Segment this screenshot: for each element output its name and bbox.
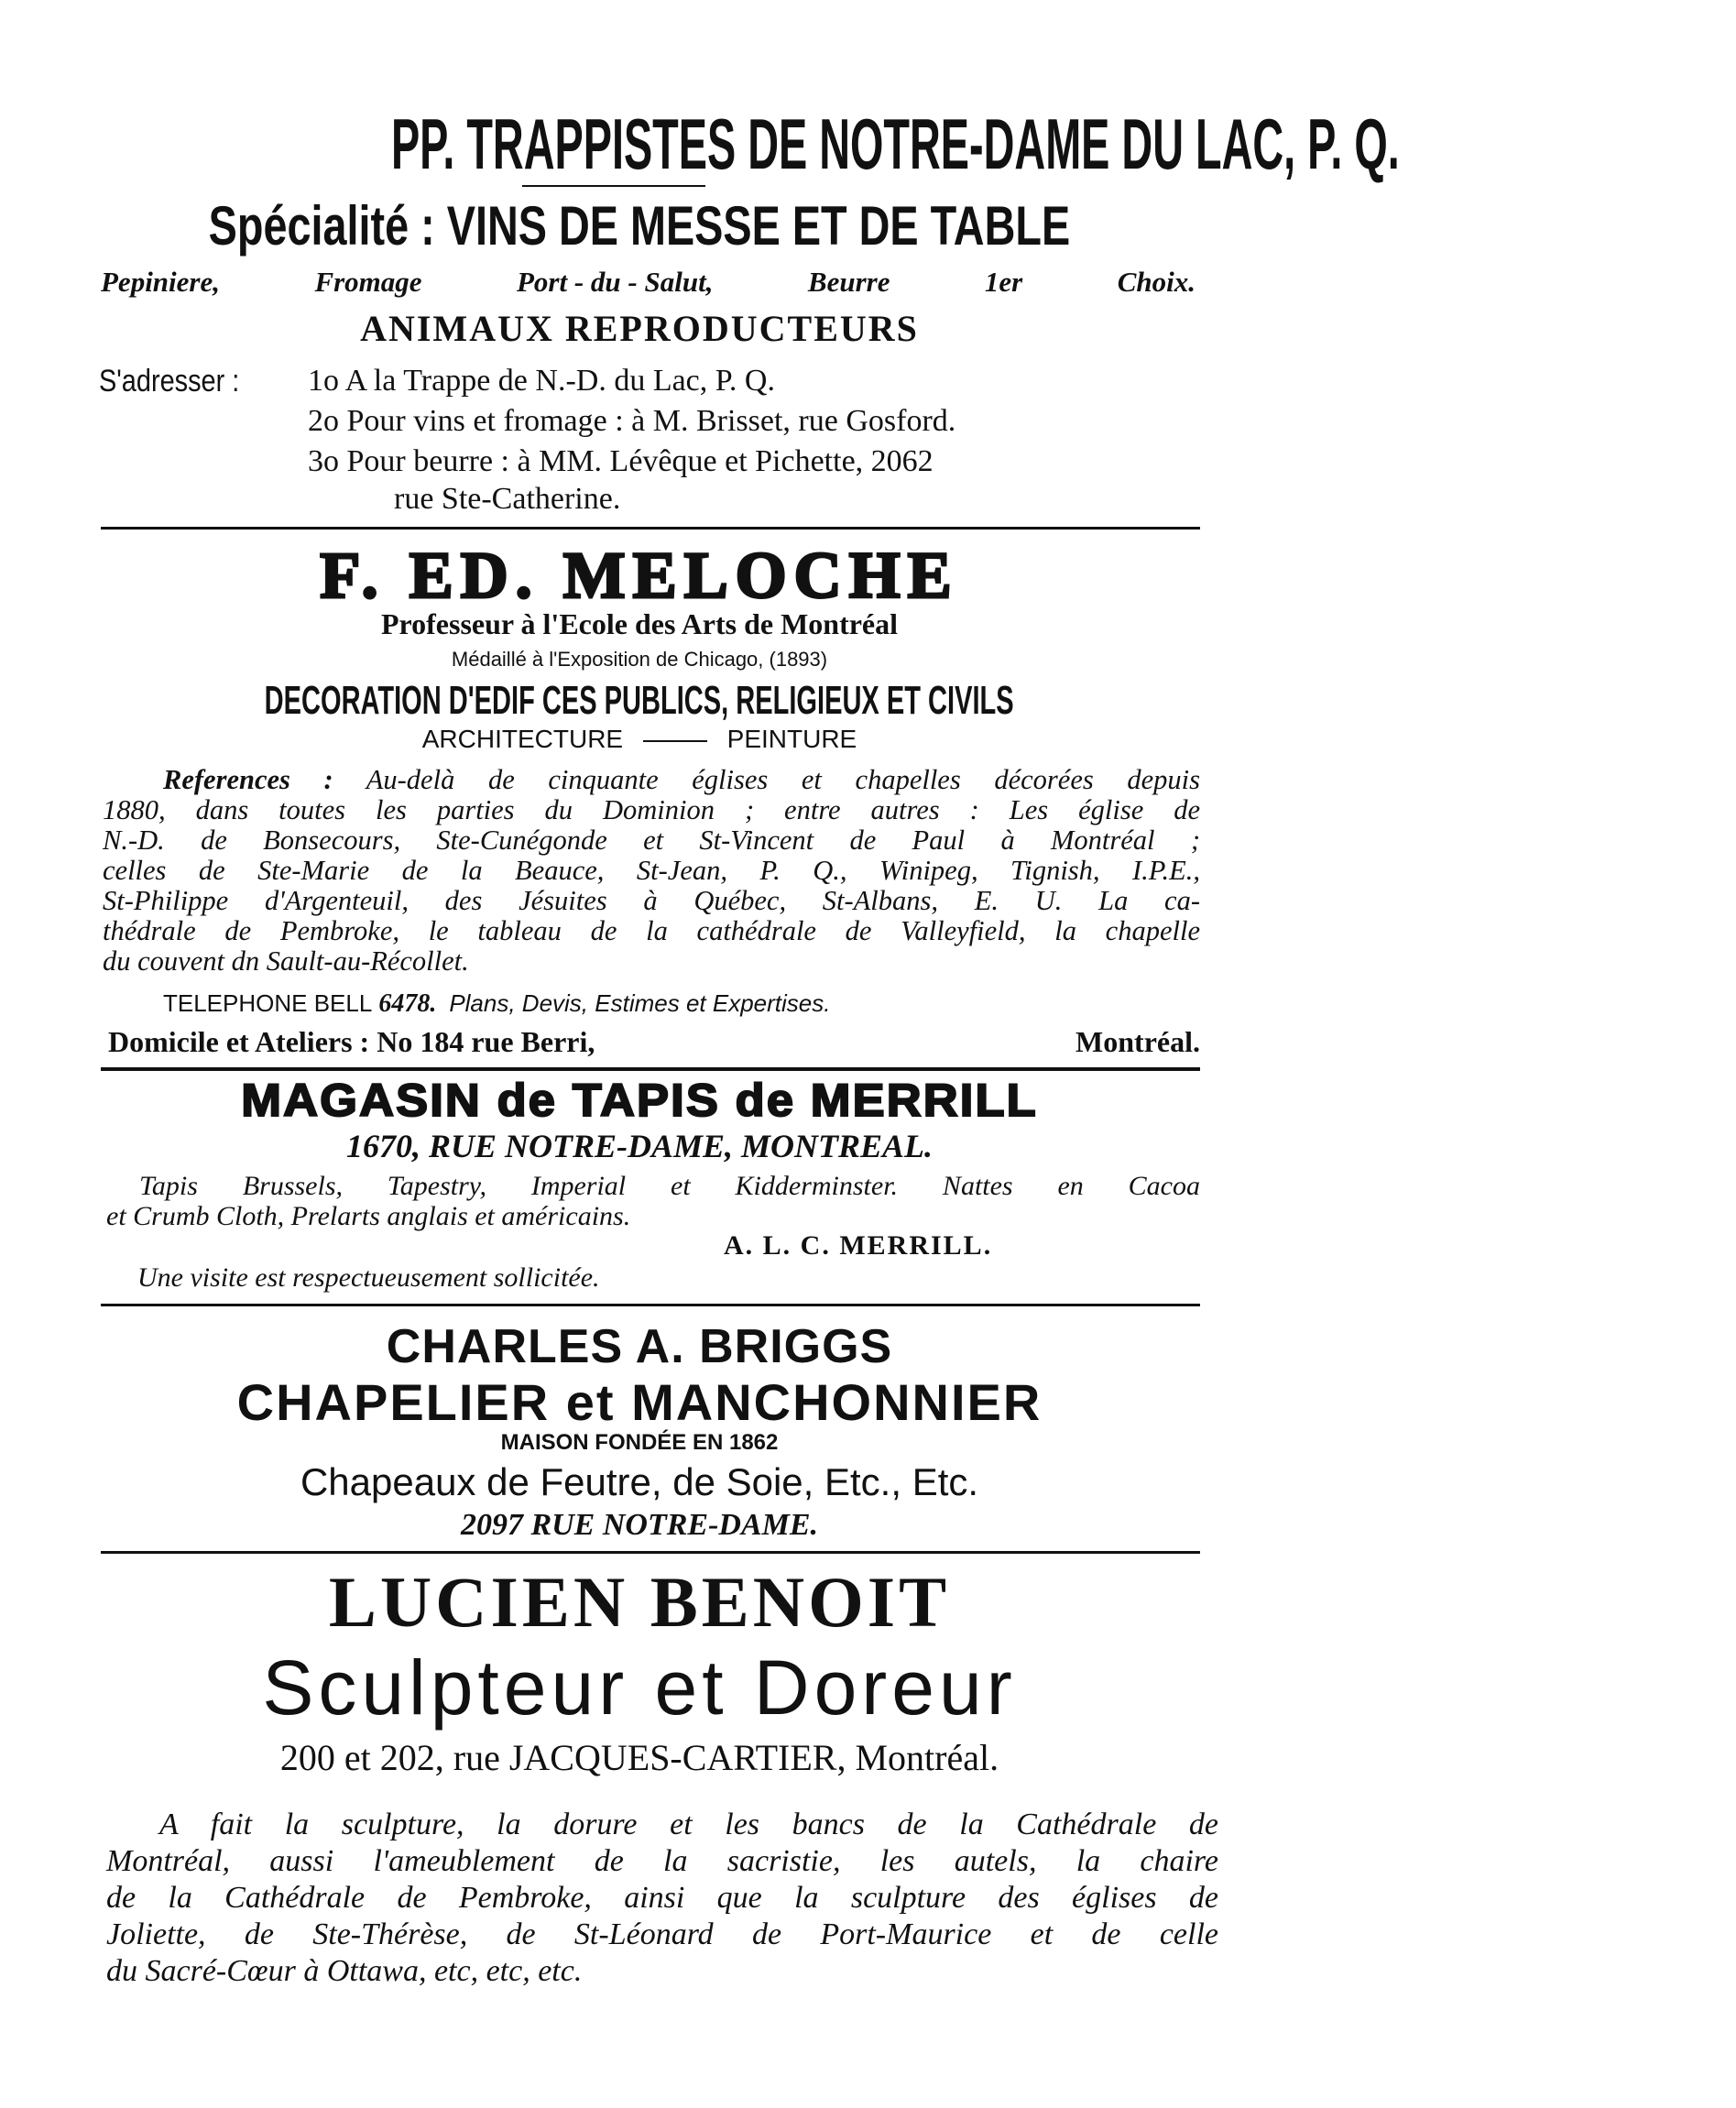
domicile-line: Domicile et Ateliers : No 184 rue Berri, Montréal. (108, 1025, 1200, 1058)
briggs-address: 2097 RUE NOTRE-DAME. (460, 1508, 819, 1542)
benoit-trade: Sculpteur et Doreur (262, 1644, 1017, 1731)
benoit-description (106, 1807, 1218, 1990)
telephone-line: TELEPHONE BELL 6478. Plans, Devis, Estimes et Expertises. (163, 989, 831, 1018)
decoration-line: DECORATION D'EDIF CES PUBLICS, RELIGIEUX ET CIVILS (265, 678, 1014, 723)
description-line: Tapis Brussels, Tapestry, Imperial et Kidderminster. Nattes en Cacoa (139, 1171, 1200, 1201)
divider (101, 1551, 1200, 1554)
merrill-name: MAGASIN de TAPIS de MERRILL (241, 1075, 1038, 1126)
benoit-address: 200 et 202, rue JACQUES-CARTIER, Montréal. (279, 1737, 999, 1778)
reference-line: St-Philippe d'Argenteuil, des Jésuites à Québec, St-Albans, E. U. La ca- (103, 885, 1200, 916)
merrill-description (106, 1171, 1200, 1231)
address-line: 2o Pour vins et fromage : à M. Brisset, rue Gosford. (308, 404, 956, 438)
merrill-address: 1670, RUE NOTRE-DAME, MONTREAL. (345, 1128, 934, 1164)
reference-line: 1880, dans toutes les parties du Dominion ; entre autres : Les église de (103, 794, 1200, 825)
briggs-fondee: MAISON FONDÉE EN 1862 (500, 1430, 779, 1455)
animaux-heading: ANIMAUX REPRODUCTEURS (360, 308, 919, 349)
adresser-label: S'adresser : (99, 364, 240, 399)
architecture-label: ARCHITECTURE (421, 725, 624, 753)
description-line: Montréal, aussi l'ameublement de la sacristie, les autels, la chaire (106, 1844, 1218, 1878)
reference-line: N.-D. de Bonsecours, Ste-Cunégonde et St-Vincent de Paul à Montréal ; (103, 825, 1200, 856)
reference-line: celles de Ste-Marie de la Beauce, St-Jean, P. Q., Winipeg, Tignish, I.P.E., (103, 855, 1200, 886)
merrill-visite: Une visite est respectueusement sollicitée. (137, 1262, 600, 1293)
trappistes-title: PP. TRAPPISTES DE NOTRE-DAME DU LAC, P. Q. (390, 104, 1400, 184)
references-block (103, 765, 1200, 977)
merrill-owner: A. L. C. MERRILL. (724, 1230, 993, 1261)
address-line: rue Ste-Catherine. (394, 482, 621, 516)
product-item: Pepiniere, (101, 266, 220, 298)
description-line: du Sacré-Cœur à Ottawa, etc, etc, etc. (106, 1954, 583, 1988)
architecture-line (55, 724, 1224, 755)
peinture-label: PEINTURE (726, 725, 857, 753)
product-item: 1er (984, 266, 1023, 298)
divider (101, 527, 1200, 530)
product-item: Choix. (1117, 266, 1196, 298)
medaille-line: Médaillé à l'Exposition de Chicago, (1893) (451, 648, 828, 671)
reference-line: thédrale de Pembroke, le tableau de la cathédrale de Valleyfield, la chapelle (103, 915, 1200, 946)
products-line (101, 266, 1196, 299)
description-line: et Crumb Cloth, Prelarts anglais et américains. (106, 1201, 631, 1231)
description-line: de la Cathédrale de Pembroke, ainsi que la sculpture des églises de (106, 1881, 1218, 1915)
divider (101, 1304, 1200, 1306)
description-line: Joliette, de Ste-Thérèse, de St-Léonard de Port-Maurice et de celle (106, 1917, 1218, 1951)
product-item: Fromage (314, 266, 422, 298)
reference-line: References : Au-delà de cinquante églises et chapelles décorées depuis (163, 764, 1200, 795)
briggs-trade: CHAPELIER et MANCHONNIER (236, 1373, 1043, 1431)
product-item: Port - du - Salut, (517, 266, 714, 298)
reference-line: du couvent dn Sault-au-Récollet. (103, 945, 469, 977)
description-line: A fait la sculpture, la dorure et les bancs de la Cathédrale de (159, 1808, 1218, 1841)
dash (643, 740, 707, 742)
professeur-line: Professeur à l'Ecole des Arts de Montréal (380, 607, 899, 640)
divider (101, 1067, 1200, 1071)
specialite-line: Spécialité : VINS DE MESSE ET DE TABLE (208, 195, 1071, 257)
address-line: 1o A la Trappe de N.-D. du Lac, P. Q. (308, 364, 775, 398)
briggs-name: CHARLES A. BRIGGS (386, 1320, 893, 1373)
product-item: Beurre (807, 266, 890, 298)
title-underline (522, 185, 705, 187)
address-line: 3o Pour beurre : à MM. Lévêque et Pichette, 2062 (308, 444, 934, 478)
meloche-name: F. ED. MELOCHE (320, 539, 959, 612)
briggs-chapeaux: Chapeaux de Feutre, de Soie, Etc., Etc. (300, 1460, 979, 1503)
benoit-name: LUCIEN BENOIT (328, 1562, 951, 1642)
